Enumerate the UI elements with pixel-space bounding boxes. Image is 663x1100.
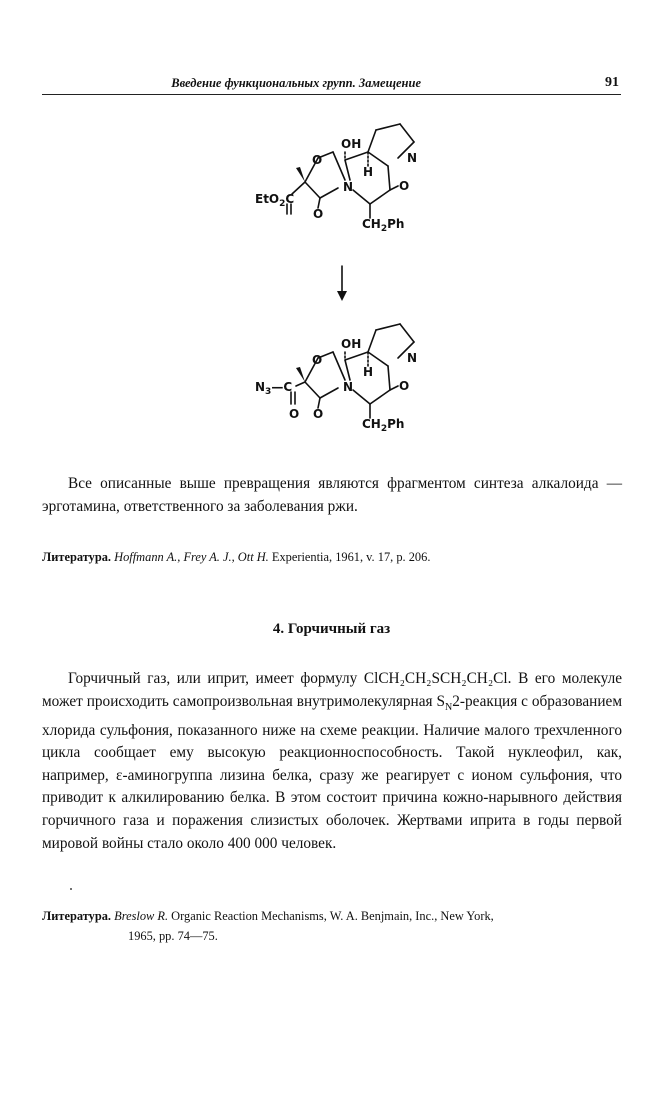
carbonyl-oxygen-right: O	[399, 379, 410, 393]
oh-label: OH	[341, 337, 362, 351]
literature-authors: Breslow R.	[114, 909, 169, 923]
pyrrolidine-nitrogen-label: N	[407, 151, 418, 165]
benzyl-group-label: $CH_2Ph$	[362, 217, 405, 234]
literature-label: Литература.	[42, 550, 112, 564]
benzyl-group-label: $CH_2Ph$	[362, 417, 405, 434]
paragraph-text-part1: Горчичный газ, или иприт, имеет формулу ClCH₂CH₂SCH₂CH₂Cl. В его молекуле может происходить самопроизвольная внутримолекулярная	[42, 670, 622, 710]
ester-group-label: EtO$_2$C	[255, 192, 295, 209]
sn-notation: $S_N$	[436, 692, 453, 713]
carbonyl-oxygen-left: O	[313, 207, 324, 221]
literature-source: Experientia, 1961, v. 17, p. 206.	[271, 550, 431, 564]
carbonyl-oxygen-left: O	[313, 407, 324, 421]
running-title: Введение функциональных групп. Замещение	[171, 76, 421, 90]
acyl-oxygen-label: O	[289, 407, 300, 421]
literature-label: Литература.	[42, 909, 112, 923]
azide-group-label: $N_3—C$	[255, 380, 293, 397]
literature-source-line2: 1965, pp. 74—75.	[128, 929, 218, 943]
stray-dot	[70, 888, 72, 890]
bottom-molecule	[255, 324, 417, 434]
ring-nitrogen-label: N	[343, 180, 354, 194]
ring-nitrogen-label: N	[343, 380, 354, 394]
literature-authors: Hoffmann A., Frey A. J., Ott H.	[114, 550, 269, 564]
carbonyl-oxygen-right: O	[399, 179, 410, 193]
top-molecule	[255, 124, 417, 234]
literature-reference-1	[42, 547, 632, 567]
ring-oxygen-label: O	[312, 353, 323, 367]
reaction-scheme	[0, 0, 663, 450]
section-title: 4. Горчичный газ	[272, 621, 391, 637]
hydrogen-label: H	[363, 165, 374, 179]
ring-oxygen-label: O	[312, 153, 323, 167]
hydrogen-label: H	[363, 365, 374, 379]
literature-reference-2	[42, 906, 627, 946]
oh-label: OH	[341, 137, 362, 151]
paragraph-ergotamine: Все описанные выше превращения являются фрагментом синтеза алкалоида — эрготамина, ответственного за заболевания ржи.	[42, 475, 622, 515]
paragraph-mustard-gas	[42, 668, 622, 855]
paragraph-text-part2: 2-реакция с образованием хлорида сульфония, показанного ниже на схеме реакции. Наличие малого трехчленного цикла сообщает ему высокую реакционноспособность. Такой нуклеофил, как, например, ε-аминогруппа лизина белка, сразу же реагирует с ионом сульфония, что приводит к алкилированию белка. В этом состоит причина кожно-нарывного действия горчичного газа и поражения слизистых оболочек. Жертвами иприта в годы первой мировой войны стало около 400 000 человек.	[42, 692, 622, 852]
literature-source-line1: Organic Reaction Mechanisms, W. A. Benjmain, Inc., New York,	[171, 909, 494, 923]
reaction-arrow	[337, 266, 347, 301]
page-number: 91	[605, 75, 619, 90]
pyrrolidine-nitrogen-label: N	[407, 351, 418, 365]
